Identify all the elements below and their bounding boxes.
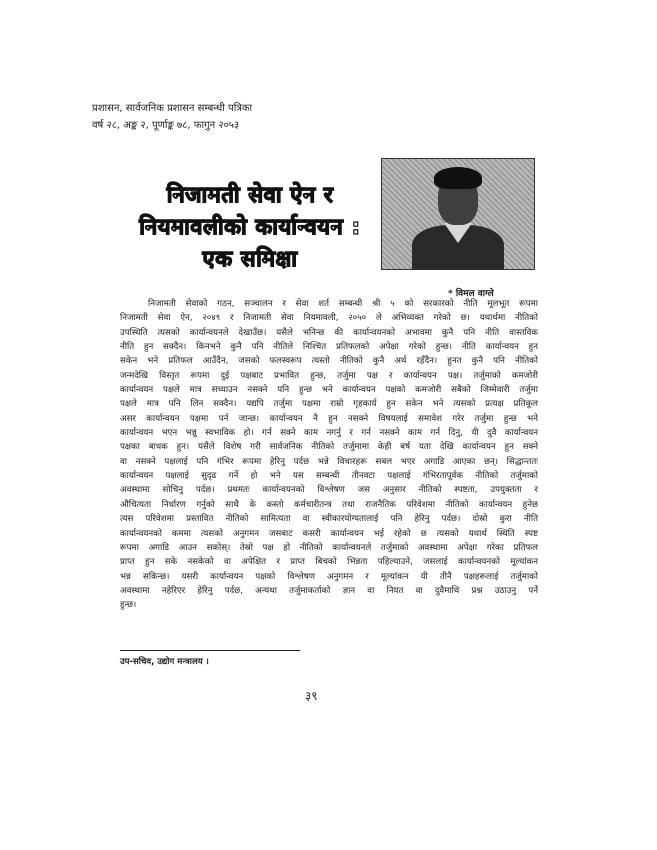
page-number: ३९ xyxy=(305,689,318,703)
body-line: प्राप्त हुन सके नसकेको वा अपेक्षित र प्राप्त बिचको भिन्नता पहिल्याउने, जसलाई कार्यान्वयनको मूल्यांकन xyxy=(120,557,538,568)
body-line: भन्न सकिन्छ। यसरी कार्यान्वयन पक्षको विश्लेषण अनुगमन र मूल्यांकन यी तीनै पक्षहरूलाई तर्जुमाको xyxy=(120,571,538,582)
body-line: रूपमा अगाडि आउन सकोस्। तेस्रो पक्ष हो नीतिको कार्यान्वयनले तर्जुमाको अवस्थामा अपेक्षा गरेका प्रतिफल xyxy=(120,542,538,553)
footnote: उप-सचिव, उद्योग मन्त्रालय । xyxy=(120,657,209,667)
body-line: कार्यान्वयनको कममा त्यसको अनुगमन जसबाट कसरी कार्यान्वयन भई रहेको छ त्यसको यथार्थ स्थिति स्पष्ट xyxy=(120,528,538,539)
body-line: जन्मदेखि विस्तृत रूपमा दुई पक्षबाट प्रभावित हुन्छ, तर्जुमा पक्ष र कार्यान्वयन पक्ष। तर्जुमाको कमजोरी xyxy=(120,370,538,381)
body-line: उपस्थिति त्यसको कार्यान्वयनले देखाउँछ। यसैले भनिन्छ की कार्यान्वयनको अभावमा कुनै पनि नीति वास्तविक xyxy=(120,327,538,338)
body-line: कार्यान्वयन पक्षलाई सुदृढ गर्ने हो भने यस सम्बन्धी तीनवटा पक्षलाई गंभिरतापूर्वक नीतिको तर्जुमाको xyxy=(120,471,538,482)
body-line: त्यस परिवेशमा प्रस्तावित नीतिको सामित्यता वा स्वीकारयोग्यतालाई पनि हेरिनु पर्दछ। दोस्रो कुरा नीति xyxy=(120,514,538,525)
body-line: औचित्यता निर्धारण गर्नुको साथै के कस्तो कर्मचारीतन्त्र तथा राजनैतिक परिवेशमा नीतिको कार्यान्वयन हुनेछ xyxy=(120,499,538,510)
body-line: अवस्थामा नहेरिएर हेरिनु पर्दछ, अन्यथा तर्जुमाकर्ताको ज्ञान वा नियत वा दुवैमाथि प्रश्न उठाउनु पर्ने xyxy=(120,585,538,596)
body-line: वा नसक्ने पक्षलाई पनि गंभिर रूपमा हेरिनु पर्दछ भन्ने विचारहरू सबल भएर अगाडि आएका छन्। सिद्धान्ततः xyxy=(120,456,538,467)
body-line: सकेन भने प्रतिफल आउँदैन, जसको फलस्वरूप त्यस्तो नीतिको कुनै अर्थ रहँदैन। हुनत कुनै पनि नीतिको xyxy=(120,356,538,367)
body-line: कार्यान्वयन पक्षले मात्र सच्याउन नसक्ने पनि हुन्छ भने कार्यान्वयन पक्षको कमजोरी सबैको जिम्मेवारी तर्जुमा xyxy=(120,385,538,396)
article-title-line: नियमावलीको कार्यान्वयन : xyxy=(139,215,361,240)
article-body xyxy=(120,297,538,613)
journal-name: प्रशासन, सार्वजनिक प्रशासन सम्बन्धी पत्रिका xyxy=(92,103,253,114)
body-line: अवस्थामा सोचिनु पर्दछ। प्रथमतः कार्यान्वयनको विश्लेषण जस अनुसार नीतिको स्पष्टता, उपयुक्तता र xyxy=(120,485,538,496)
body-line: पक्षका बाधक हुन। यसैले विशेष गरी सार्वजनिक नीतिको तर्जुमामा केही बर्ष यता देखि कार्यान्वयन हुन सक्ने xyxy=(120,442,538,453)
body-line: कार्यान्वयन भएन भन्नु स्वभाविक हो। गर्न सक्ने काम नगर्नु र गर्न नसक्ने काम गर्न दिनु, यी दुवै कार्यान्वयन xyxy=(120,428,538,439)
body-line: नीति हुन सक्दैन। किनभने कुनै पनि नीतिले निश्चित प्रतिफलको अपेक्षा गरेको हुन्छ। नीति कार्यान्वयन हुन xyxy=(120,342,538,353)
body-line: पक्षले मात्र पनि लिन सक्दैन। यद्यपि तर्जुमा पक्षमा राम्रो गृहकार्य हुन सकेन भने त्यसको प्रत्यक्ष प्रतिकूल xyxy=(120,399,538,410)
issue-info: वर्ष २८, अङ्क २, पूर्णाङ्क ७८, फागुन २०५३ xyxy=(92,120,240,131)
body-line: हुन्छ। xyxy=(120,600,137,611)
body-line: निजामती सेवाको गठन, सञ्चालन र सेवा शर्त सम्बन्धी श्री ५ को सरकारको नीति मूलभूत रूपमा xyxy=(148,299,538,309)
article-title-line: एक समिक्षा xyxy=(202,247,298,272)
article-title-line: निजामती सेवा ऐन र xyxy=(166,183,334,208)
author-name: * विमल वाग्ले xyxy=(448,289,494,299)
article-title xyxy=(130,180,370,276)
author-photo xyxy=(381,158,535,270)
footnote-divider xyxy=(120,650,300,651)
body-line: निजामती सेवा ऐन, २०४९ र निजामती सेवा नियमावली, २०५० ले अभिव्यक्त गरेको छ। यथार्थमा नीतिको xyxy=(120,313,538,324)
body-line: असर कार्यान्वयन पक्षमा पर्न जान्छ। कार्यान्वयन नै हुन नसक्ने विषयलाई समावेश गरेर तर्जुमा हुन्छ भने xyxy=(120,413,538,424)
